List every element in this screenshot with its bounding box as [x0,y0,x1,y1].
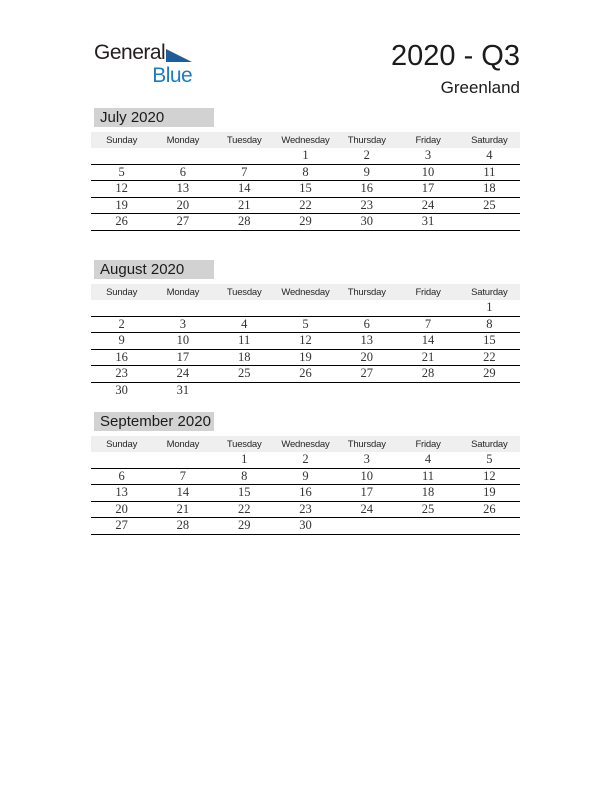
day-cell: 31 [176,382,190,397]
weekday-label: Friday [397,284,458,300]
day-cell: 9 [336,164,397,181]
empty-day-cell [459,518,520,535]
empty-day-cell [275,382,336,398]
day-cell: 17 [397,181,458,198]
empty-day-cell [275,300,336,316]
week-row [91,214,520,231]
day-cell: 16 [275,485,336,502]
day-cell: 18 [459,181,520,198]
day-cell: 6 [91,468,152,485]
day-cell: 18 [397,485,458,502]
weekday-header-row [91,284,520,300]
weekday-label: Thursday [336,132,397,148]
empty-day-cell [214,148,275,164]
weekday-label: Sunday [91,436,152,452]
day-cell: 31 [397,214,458,231]
day-cell: 17 [152,349,213,366]
day-cell: 13 [336,333,397,350]
month-section [91,260,520,412]
quarter-title: 2020 - Q3 [391,40,520,72]
month-section [91,412,520,564]
day-cell: 11 [397,468,458,485]
day-cell: 1 [214,452,275,468]
weekday-label: Sunday [91,132,152,148]
day-cell: 20 [336,349,397,366]
region-subtitle: Greenland [440,78,520,97]
day-cell: 14 [214,181,275,198]
empty-day-cell [336,382,397,398]
empty-day-cell [459,382,520,398]
day-cell: 29 [275,214,336,231]
day-cell: 17 [336,485,397,502]
day-cell: 8 [275,164,336,181]
empty-day-cell [397,382,458,398]
day-cell: 12 [91,181,152,198]
day-cell: 19 [459,485,520,502]
week-row [91,300,520,316]
week-row [91,382,520,398]
weekday-label: Tuesday [214,284,275,300]
day-cell: 28 [152,518,213,535]
empty-day-cell [214,300,275,316]
logo-text-general: General [94,41,166,64]
week-row [91,316,520,333]
day-cell: 3 [336,452,397,468]
empty-day-cell [336,518,397,535]
day-cell: 9 [91,333,152,350]
day-cell: 9 [275,468,336,485]
weekday-label: Wednesday [275,284,336,300]
day-cell: 13 [91,485,152,502]
day-cell: 22 [459,349,520,366]
day-cell: 23 [91,366,152,383]
week-row [91,366,520,383]
empty-day-cell [91,148,152,164]
week-row [91,468,520,485]
month-title: September 2020 [94,412,214,431]
day-cell: 5 [459,452,520,468]
month-table [91,436,520,535]
week-row [91,349,520,366]
month-table [91,284,520,398]
empty-day-cell [91,300,152,316]
empty-day-cell [397,518,458,535]
general-blue-logo [91,42,192,86]
week-row [91,485,520,502]
weekday-label: Saturday [459,436,520,452]
day-cell: 29 [214,518,275,535]
weekday-label: Wednesday [275,132,336,148]
weekday-header-row [91,132,520,148]
day-cell: 29 [459,366,520,383]
day-cell: 4 [397,452,458,468]
day-cell: 27 [336,366,397,383]
day-cell: 21 [214,197,275,214]
day-cell: 30 [336,214,397,231]
weekday-label: Monday [152,436,213,452]
day-cell: 22 [214,501,275,518]
day-cell: 26 [91,214,152,231]
months-container [91,108,520,564]
day-cell: 28 [214,214,275,231]
empty-day-cell [459,214,520,231]
day-cell: 23 [275,501,336,518]
day-cell: 26 [275,366,336,383]
page-header [91,42,520,96]
day-cell: 19 [275,349,336,366]
day-cell: 10 [336,468,397,485]
day-cell: 25 [397,501,458,518]
day-cell: 23 [336,197,397,214]
weekday-label: Tuesday [214,132,275,148]
empty-day-cell [336,300,397,316]
day-cell: 26 [459,501,520,518]
day-cell: 11 [459,164,520,181]
week-row [91,333,520,350]
month-section [91,108,520,260]
day-cell: 11 [214,333,275,350]
logo-top-line [94,42,192,63]
day-cell: 2 [275,452,336,468]
day-cell: 3 [397,148,458,164]
logo-text-blue: Blue [152,64,193,87]
weekday-label: Wednesday [275,436,336,452]
day-cell: 5 [275,316,336,333]
day-cell: 18 [214,349,275,366]
day-cell: 21 [397,349,458,366]
day-cell: 13 [152,181,213,198]
empty-day-cell [397,300,458,316]
day-cell: 30 [275,518,336,535]
day-cell: 25 [459,197,520,214]
day-cell: 30 [115,382,128,397]
week-row [91,197,520,214]
day-cell: 10 [397,164,458,181]
day-cell: 25 [214,366,275,383]
day-cell: 28 [397,366,458,383]
weekday-label: Monday [152,132,213,148]
day-cell: 7 [397,316,458,333]
day-cell: 16 [91,349,152,366]
week-row [91,518,520,535]
weekday-label: Tuesday [214,436,275,452]
week-row [91,148,520,164]
day-cell: 24 [336,501,397,518]
week-row [91,501,520,518]
day-cell: 15 [459,333,520,350]
day-cell: 16 [336,181,397,198]
day-cell: 12 [275,333,336,350]
day-cell: 20 [152,197,213,214]
day-cell: 6 [336,316,397,333]
weekday-label: Saturday [459,284,520,300]
day-cell: 24 [152,366,213,383]
week-row [91,181,520,198]
day-cell: 3 [152,316,213,333]
day-cell: 1 [275,148,336,164]
day-cell: 2 [91,316,152,333]
day-cell: 7 [214,164,275,181]
day-cell: 7 [152,468,213,485]
day-cell: 12 [459,468,520,485]
weekday-label: Monday [152,284,213,300]
day-cell: 15 [214,485,275,502]
week-row [91,164,520,181]
day-cell: 1 [459,300,520,316]
day-cell: 22 [275,197,336,214]
month-title: August 2020 [94,260,214,279]
day-cell: 27 [91,518,152,535]
weekday-label: Thursday [336,284,397,300]
day-cell: 15 [275,181,336,198]
day-cell: 20 [91,501,152,518]
weekday-label: Friday [397,436,458,452]
month-table [91,132,520,231]
day-cell: 10 [152,333,213,350]
weekday-label: Thursday [336,436,397,452]
weekday-label: Friday [397,132,458,148]
day-cell: 21 [152,501,213,518]
day-cell: 2 [336,148,397,164]
day-cell: 8 [214,468,275,485]
day-cell: 6 [152,164,213,181]
title-block [391,42,520,96]
empty-day-cell [152,452,213,468]
empty-day-cell [152,300,213,316]
day-cell: 27 [152,214,213,231]
day-cell: 4 [214,316,275,333]
day-cell: 4 [459,148,520,164]
weekday-label: Sunday [91,284,152,300]
empty-day-cell [91,452,152,468]
weekday-header-row [91,436,520,452]
empty-day-cell [152,148,213,164]
day-cell: 24 [397,197,458,214]
week-row [91,452,520,468]
weekday-label: Saturday [459,132,520,148]
day-cell: 14 [152,485,213,502]
day-cell: 19 [91,197,152,214]
month-title: July 2020 [94,108,214,127]
day-cell: 14 [397,333,458,350]
day-cell: 5 [91,164,152,181]
logo-triangle-icon [166,49,192,62]
empty-day-cell [214,382,275,398]
day-cell: 8 [459,316,520,333]
